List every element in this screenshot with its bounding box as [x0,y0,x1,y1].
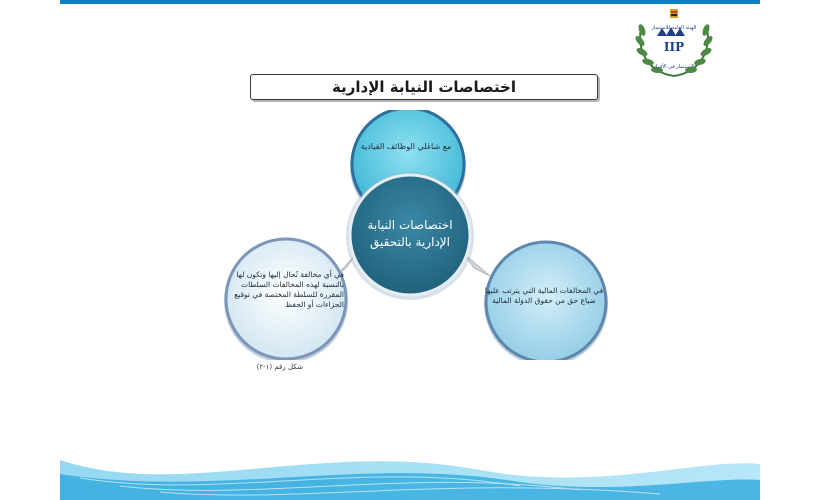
node-top-text: مع شاغلي الوظائف القيادية [360,142,452,151]
node-left-text: في أي مخالفة تُحال إليها وتكون لها بالنسبة لهذه المخالفات السلطات المقررة للسلطة المختصة في توقيع الجزاءات أو الحفظ [234,270,344,310]
decorative-wave-footer [60,440,760,500]
logo-top-text: الهيئة العامة للاستثمار [651,25,697,31]
page-title: اختصاصات النيابة الإدارية [331,78,517,96]
eagle-emblem-icon [670,9,678,18]
figure-caption: شكل رقم (١-٢) [256,363,303,371]
organization-logo [633,6,715,80]
center-node-text: اختصاصات النيابة الإدارية بالتحقيق [367,218,453,250]
competencies-diagram [200,110,640,360]
page-title-box [250,74,598,100]
logo-slogan: الاستثمار في الأفراد [653,64,695,70]
node-right-text: في المخالفات المالية التي يترتب عليها ضياع حق من حقوق الدولة المالية [484,286,604,306]
top-accent-bar [60,0,760,4]
logo-abbreviation: IIP [663,40,685,54]
